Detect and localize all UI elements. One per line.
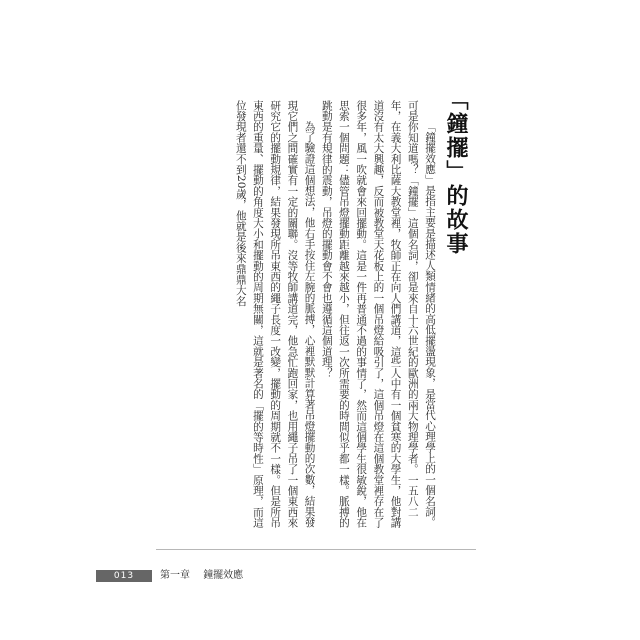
section-label: 鐘擺效應 (203, 570, 244, 581)
page-number-badge: 013 (96, 570, 152, 582)
article-title: 「鐘擺」的故事 (443, 88, 468, 256)
footer-divider (156, 549, 476, 550)
chapter-label: 第一章 (160, 570, 190, 581)
body-paragraph: 為了驗證這個想法，他右手按住左腕的脈搏，心裡默默計算著吊燈擺動的次數，結果發現它們之間確實有一定的關聯。沒等牧師講道完，他急忙跑回家，也用繩子吊了一個東西來研究它的擺動規律，結果發現所吊東西的繩子長度一改變，擺動的周期就不一樣。但是所吊東西的重量、擺動的角度大小和擺動的周期無關，這就是著名的「擺的等時性」原理，而這位發現者還不到20歲，他就是後來鼎鼎大名 (234, 100, 316, 528)
running-footer (160, 569, 243, 583)
article-body (162, 100, 438, 528)
body-paragraph: 「鐘擺效應」是指主要是描述人類情緒的高低擺盪現象，是當代心理學上的一個名詞。可是你知道嗎？「鐘擺」這個名詞，卻是來自十六世紀的歐洲的兩大物理學者。一五八二年，在義大利比薩大教堂裡，牧師正在向人們講道，這些人中有一個貧寒的大學生，他對講道沒有太大興趣，反而被教堂天花板上的一個吊燈給吸引了，這個吊燈在這個教堂裡存在了很多年，風一吹就會來回擺動。這是一件再普通不過的事情了，然而這個學生很敏銳，他在思索一個問題：儘管吊燈擺動距離越來越小，但往返一次所需要的時間似乎都一樣。脈搏的跳動是有規律的震動，吊燈的擺動會不會也遵循這個道理？ (320, 100, 436, 528)
